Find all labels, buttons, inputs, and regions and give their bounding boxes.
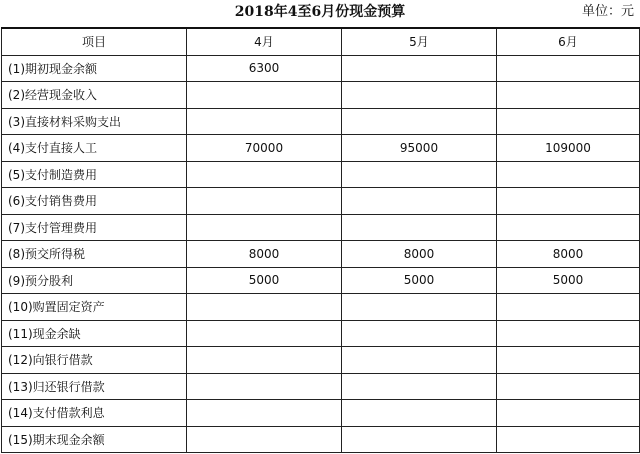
cell-june bbox=[497, 55, 640, 82]
cell-april: 8000 bbox=[187, 241, 342, 268]
cell-april: 70000 bbox=[187, 135, 342, 162]
cell-april bbox=[187, 347, 342, 374]
cell-june bbox=[497, 214, 640, 241]
row-item-label: (14)支付借款利息 bbox=[2, 400, 187, 427]
row-item-label: (2)经营现金收入 bbox=[2, 82, 187, 109]
column-header-june: 6月 bbox=[497, 28, 640, 55]
cell-may bbox=[342, 426, 497, 453]
table-body bbox=[2, 55, 640, 453]
table-row bbox=[2, 241, 640, 268]
cell-may bbox=[342, 82, 497, 109]
cell-may bbox=[342, 294, 497, 321]
cell-april bbox=[187, 320, 342, 347]
row-item-label: (13)归还银行借款 bbox=[2, 373, 187, 400]
table-row bbox=[2, 188, 640, 215]
table-row bbox=[2, 267, 640, 294]
cell-june: 8000 bbox=[497, 241, 640, 268]
column-header-item: 项目 bbox=[2, 28, 187, 55]
cell-april bbox=[187, 294, 342, 321]
cell-april: 6300 bbox=[187, 55, 342, 82]
row-item-label: (1)期初现金余额 bbox=[2, 55, 187, 82]
cell-may: 8000 bbox=[342, 241, 497, 268]
cell-april: 5000 bbox=[187, 267, 342, 294]
cell-june bbox=[497, 161, 640, 188]
cell-april bbox=[187, 188, 342, 215]
row-item-label: (15)期末现金余额 bbox=[2, 426, 187, 453]
table-row bbox=[2, 294, 640, 321]
table-row bbox=[2, 373, 640, 400]
cell-april bbox=[187, 400, 342, 427]
table-row bbox=[2, 426, 640, 453]
cash-budget-table-container bbox=[1, 27, 639, 453]
cell-june bbox=[497, 373, 640, 400]
cell-may bbox=[342, 161, 497, 188]
cell-june bbox=[497, 108, 640, 135]
table-row bbox=[2, 55, 640, 82]
cell-june bbox=[497, 320, 640, 347]
cell-may bbox=[342, 347, 497, 374]
cell-may bbox=[342, 188, 497, 215]
row-item-label: (7)支付管理费用 bbox=[2, 214, 187, 241]
table-row bbox=[2, 82, 640, 109]
cell-may: 5000 bbox=[342, 267, 497, 294]
table-header-row bbox=[2, 28, 640, 55]
table-row bbox=[2, 161, 640, 188]
row-item-label: (8)预交所得税 bbox=[2, 241, 187, 268]
row-item-label: (11)现金余缺 bbox=[2, 320, 187, 347]
cell-june: 5000 bbox=[497, 267, 640, 294]
cell-june bbox=[497, 347, 640, 374]
unit-label: 单位：元 bbox=[581, 4, 634, 19]
cell-may bbox=[342, 55, 497, 82]
row-item-label: (10)购置固定资产 bbox=[2, 294, 187, 321]
row-item-label: (3)直接材料采购支出 bbox=[2, 108, 187, 135]
cell-june bbox=[497, 294, 640, 321]
cell-may bbox=[342, 400, 497, 427]
cell-april bbox=[187, 161, 342, 188]
cell-may: 95000 bbox=[342, 135, 497, 162]
column-header-april: 4月 bbox=[187, 28, 342, 55]
cell-june bbox=[497, 426, 640, 453]
cash-budget-table bbox=[1, 27, 640, 453]
table-row bbox=[2, 214, 640, 241]
row-item-label: (12)向银行借款 bbox=[2, 347, 187, 374]
cell-june bbox=[497, 82, 640, 109]
row-item-label: (9)预分股利 bbox=[2, 267, 187, 294]
cell-june bbox=[497, 400, 640, 427]
cell-may bbox=[342, 373, 497, 400]
cell-may bbox=[342, 320, 497, 347]
table-row bbox=[2, 400, 640, 427]
cell-april bbox=[187, 108, 342, 135]
cell-may bbox=[342, 214, 497, 241]
row-item-label: (5)支付制造费用 bbox=[2, 161, 187, 188]
table-row bbox=[2, 347, 640, 374]
row-item-label: (6)支付销售费用 bbox=[2, 188, 187, 215]
cell-april bbox=[187, 82, 342, 109]
cell-april bbox=[187, 214, 342, 241]
cell-june bbox=[497, 188, 640, 215]
cell-april bbox=[187, 426, 342, 453]
table-row bbox=[2, 108, 640, 135]
cell-april bbox=[187, 373, 342, 400]
row-item-label: (4)支付直接人工 bbox=[2, 135, 187, 162]
column-header-may: 5月 bbox=[342, 28, 497, 55]
page-title: 2018年4至6月份现金预算 bbox=[234, 4, 406, 20]
cell-may bbox=[342, 108, 497, 135]
table-row bbox=[2, 135, 640, 162]
cell-june: 109000 bbox=[497, 135, 640, 162]
table-row bbox=[2, 320, 640, 347]
